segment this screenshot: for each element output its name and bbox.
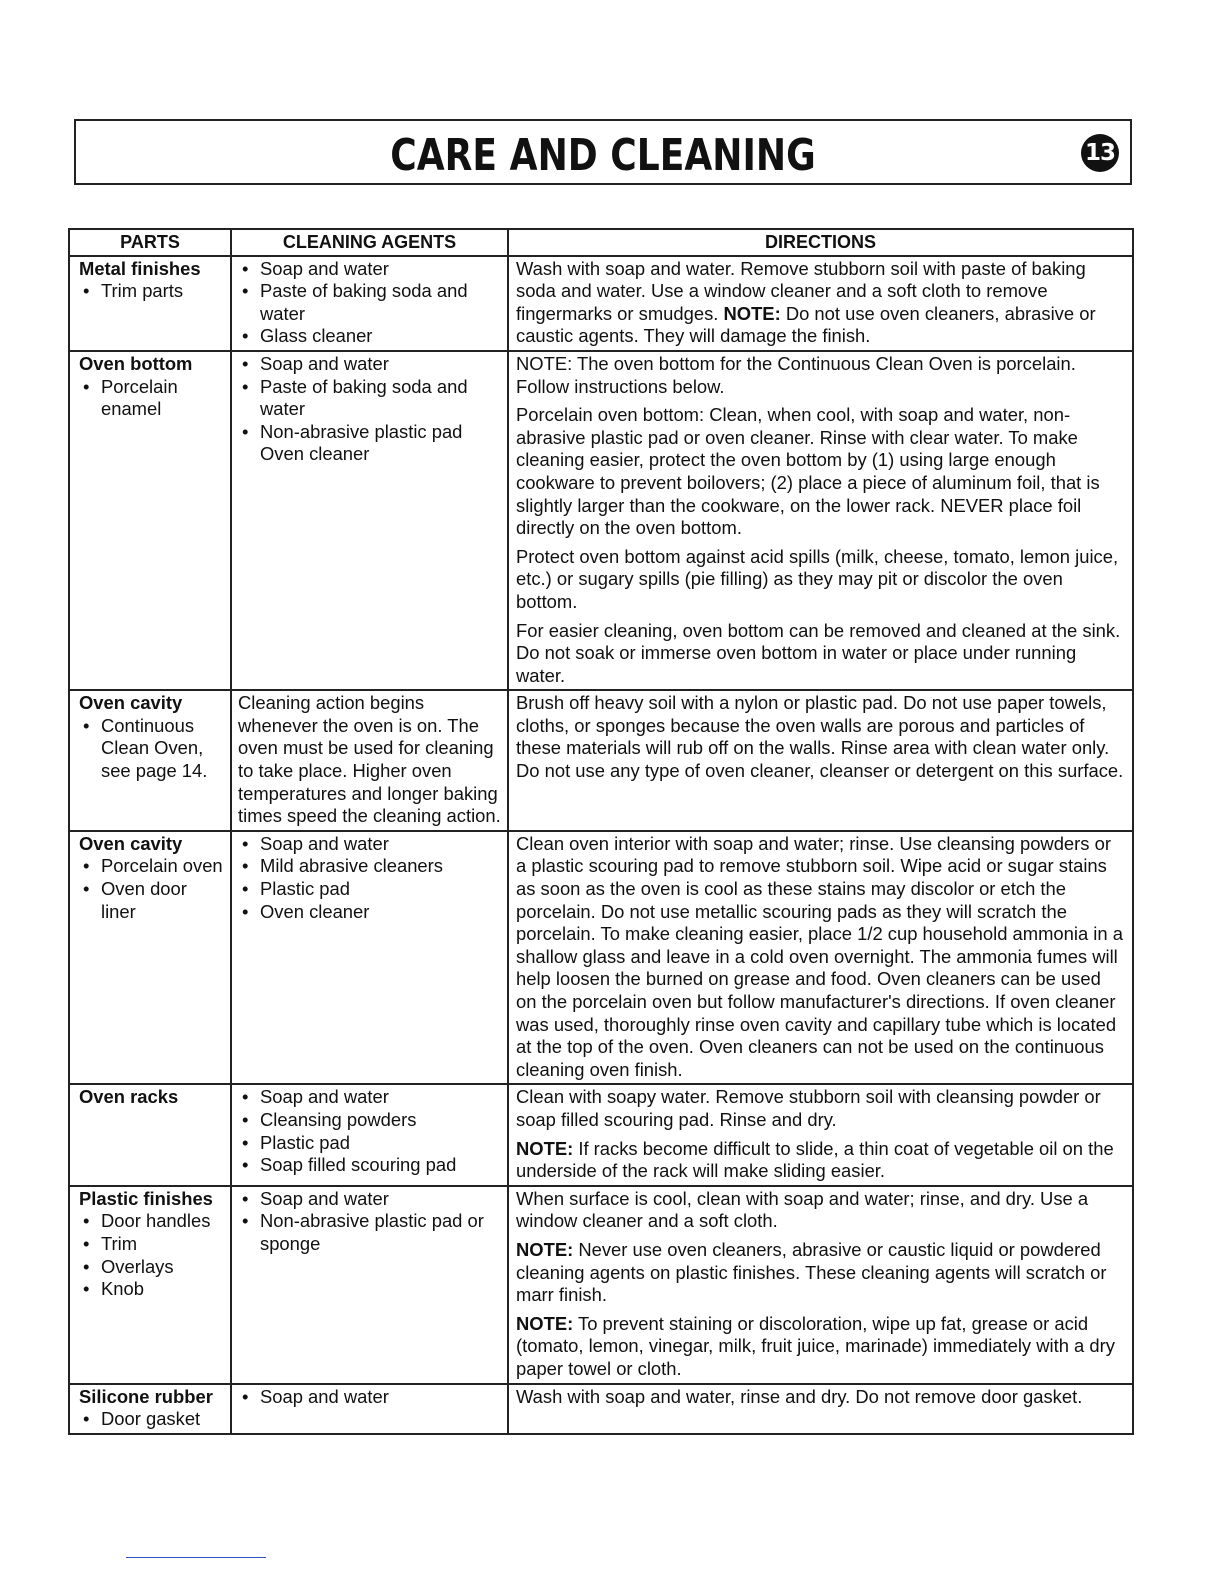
header-cleaning-agents: CLEANING AGENTS	[231, 229, 508, 256]
agent-list	[238, 833, 503, 923]
agent-list	[238, 1188, 503, 1256]
directions-cell	[508, 831, 1133, 1085]
part-cell	[69, 1384, 231, 1434]
agents-cell	[231, 1384, 508, 1434]
agent-item: • Non-abrasive plastic pad or sponge	[238, 1210, 503, 1255]
agent-item: • Mild abrasive cleaners	[238, 855, 503, 878]
table-row-plastic-finishes	[69, 1186, 1133, 1384]
directions-cell	[508, 1186, 1133, 1384]
agent-list	[238, 353, 503, 443]
part-items	[79, 1210, 224, 1300]
part-cell	[69, 831, 231, 1085]
part-item: • Door gasket	[79, 1408, 224, 1431]
header-parts: PARTS	[69, 229, 231, 256]
part-title: Oven cavity	[79, 832, 183, 854]
part-items	[79, 280, 224, 303]
directions-note	[516, 1313, 1126, 1381]
table-row-oven-bottom	[69, 351, 1133, 690]
note-label: NOTE:	[723, 302, 781, 324]
agents-cell	[231, 831, 508, 1085]
care-table	[68, 228, 1134, 1435]
agent-item: • Soap and water	[238, 353, 503, 376]
part-title: Metal finishes	[79, 257, 201, 279]
directions-paragraph: Wash with soap and water, rinse and dry. Do not remove door gasket.	[516, 1385, 1083, 1407]
part-item: • Overlays	[79, 1256, 224, 1279]
part-title: Oven bottom	[79, 352, 193, 374]
part-item: • Oven door liner	[79, 878, 224, 923]
page-title: CARE AND CLEANING	[390, 130, 816, 181]
agent-item: • Soap and water	[238, 833, 503, 856]
table-row-oven-cavity-continuous	[69, 690, 1133, 831]
part-cell	[69, 256, 231, 351]
agent-item: • Non-abrasive plastic pad	[238, 421, 503, 444]
part-item: • Trim parts	[79, 280, 224, 303]
directions-cell	[508, 1084, 1133, 1185]
directions-cell	[508, 1384, 1133, 1434]
directions-paragraph: Protect oven bottom against acid spills (milk, cheese, tomato, lemon juice, etc.) or sugary spills (pie filling) as they may pit or discolor the oven bottom.	[516, 545, 1119, 612]
part-item: • Trim	[79, 1233, 224, 1256]
directions-paragraph: For easier cleaning, oven bottom can be removed and cleaned at the sink. Do not soak or immerse oven bottom in water or place under running water.	[516, 619, 1121, 686]
agent-item: • Oven cleaner	[238, 901, 503, 924]
table-row-oven-cavity-porcelain	[69, 831, 1133, 1085]
part-title: Oven racks	[79, 1086, 179, 1108]
note-text: If racks become difficult to slide, a thin coat of vegetable oil on the underside of the rack will make sliding easier.	[516, 1137, 1114, 1182]
part-title: Oven cavity	[79, 692, 183, 714]
part-cell	[69, 1084, 231, 1185]
part-item: • Knob	[79, 1278, 224, 1301]
directions-text: Wash with soap and water. Remove stubborn soil with paste of baking soda and water. Use a window cleaner and a soft cloth to remove fingermarks or smudges.	[516, 257, 1086, 324]
directions-paragraph: Brush off heavy soil with a nylon or plastic pad. Do not use paper towels, cloths, or sponges because the oven walls are porous and particles of these materials will rub off on the walls. Rinse area with clean water only. Do not use any type of oven cleaner, cleanser or detergent on this surface.	[516, 692, 1124, 782]
directions-cell	[508, 690, 1133, 831]
agents-cell	[231, 690, 508, 831]
agents-cell	[231, 256, 508, 351]
title-box	[74, 119, 1132, 185]
agent-item: • Paste of baking soda and water	[238, 280, 503, 325]
directions-paragraph: When surface is cool, clean with soap and water; rinse, and dry. Use a window cleaner and a soft cloth.	[516, 1187, 1089, 1232]
agents-cell	[231, 351, 508, 690]
table-row-silicone-rubber	[69, 1384, 1133, 1434]
agent-list	[238, 1086, 503, 1176]
part-items	[79, 376, 224, 421]
table-row-metal-finishes	[69, 256, 1133, 351]
agents-text: Cleaning action begins whenever the oven is on. The oven must be used for cleaning to take place. Higher oven temperatures and longer baking times speed the cleaning action.	[238, 692, 501, 827]
directions-paragraph: Porcelain oven bottom: Clean, when cool, with soap and water, non-abrasive plastic pad or oven cleaner. Rinse with clear water. To make cleaning easier, protect the oven bottom by (1) using large enough cookware to prevent boilovers; (2) place a piece of aluminum foil, that is slightly larger than the cookware, on the lower rack. NEVER place foil directly on the oven bottom.	[516, 404, 1100, 539]
footer-rule	[126, 1557, 266, 1558]
note-text: Never use oven cleaners, abrasive or caustic liquid or powdered cleaning agents on plastic finishes. These cleaning agents will scratch or marr finish.	[516, 1238, 1107, 1306]
part-title: Plastic finishes	[79, 1187, 213, 1209]
agent-item: • Soap and water	[238, 1086, 503, 1109]
note-label: NOTE:	[516, 1137, 574, 1159]
agent-item: • Soap and water	[238, 1188, 503, 1211]
part-item: • Continuous Clean Oven, see page 14.	[79, 715, 224, 783]
directions-note	[516, 1239, 1126, 1307]
agents-cell	[231, 1186, 508, 1384]
part-items	[79, 855, 224, 923]
agent-item-unbulleted: Oven cleaner	[260, 443, 370, 465]
directions-cell	[508, 256, 1133, 351]
agent-item: • Soap filled scouring pad	[238, 1154, 503, 1177]
directions-paragraph: Clean with soapy water. Remove stubborn soil with cleansing powder or soap filled scouring pad. Rinse and dry.	[516, 1086, 1101, 1130]
note-label: NOTE:	[516, 1312, 574, 1334]
header-directions: DIRECTIONS	[508, 229, 1133, 256]
part-items	[79, 1408, 224, 1431]
directions-paragraph: NOTE: The oven bottom for the Continuous Clean Oven is porcelain. Follow instructions below.	[516, 352, 1076, 397]
part-item: • Door handles	[79, 1210, 224, 1233]
directions-paragraph	[516, 258, 1126, 348]
agent-item: • Soap and water	[238, 258, 503, 281]
part-item: • Porcelain oven	[79, 855, 224, 878]
note-text: Do not use oven cleaners, abrasive or caustic agents. They will damage the finish.	[516, 302, 1096, 347]
directions-cell	[508, 351, 1133, 690]
table-header-row	[69, 229, 1133, 256]
table-row-oven-racks	[69, 1084, 1133, 1185]
agent-item: • Paste of baking soda and water	[238, 376, 503, 421]
agent-item: • Plastic pad	[238, 878, 503, 901]
note-label: NOTE:	[516, 1238, 574, 1260]
agent-item: • Soap and water	[238, 1386, 503, 1409]
part-item: • Porcelain enamel	[79, 376, 224, 421]
part-cell	[69, 1186, 231, 1384]
agent-item: • Glass cleaner	[238, 325, 503, 348]
agents-cell	[231, 1084, 508, 1185]
agent-item: • Plastic pad	[238, 1132, 503, 1155]
directions-paragraph: Clean oven interior with soap and water; rinse. Use cleansing powders or a plastic scouring pad to remove stubborn soil. Wipe acid or sugar stains as soon as the oven is cool as these stains may discolor or etch the porcelain. Do not use metallic scouring pads as they will scratch the porcelain. To make cleaning easier, place 1/2 cup household ammonia in a shallow glass and leave in a cold oven overnight. The ammonia fumes will help loosen the burned on grease and food. Oven cleaners can be used on the porcelain oven but follow manufacturer's directions. If oven cleaner was used, thoroughly rinse oven cavity and capillary tube which is located at the top of the oven. Oven cleaners can not be used on the continuous cleaning oven finish.	[516, 832, 1123, 1080]
agent-list	[238, 1386, 503, 1409]
part-items	[79, 715, 224, 783]
part-title: Silicone rubber	[79, 1385, 213, 1407]
part-cell	[69, 351, 231, 690]
part-cell	[69, 690, 231, 831]
agent-item: • Cleansing powders	[238, 1109, 503, 1132]
agent-list	[238, 258, 503, 348]
note-text: To prevent staining or discoloration, wipe up fat, grease or acid (tomato, lemon, vinegar, milk, fruit juice, marinade) immediately with a dry paper towel or cloth.	[516, 1312, 1115, 1379]
directions-note	[516, 1138, 1126, 1183]
page-number-badge: 13	[1081, 134, 1119, 172]
